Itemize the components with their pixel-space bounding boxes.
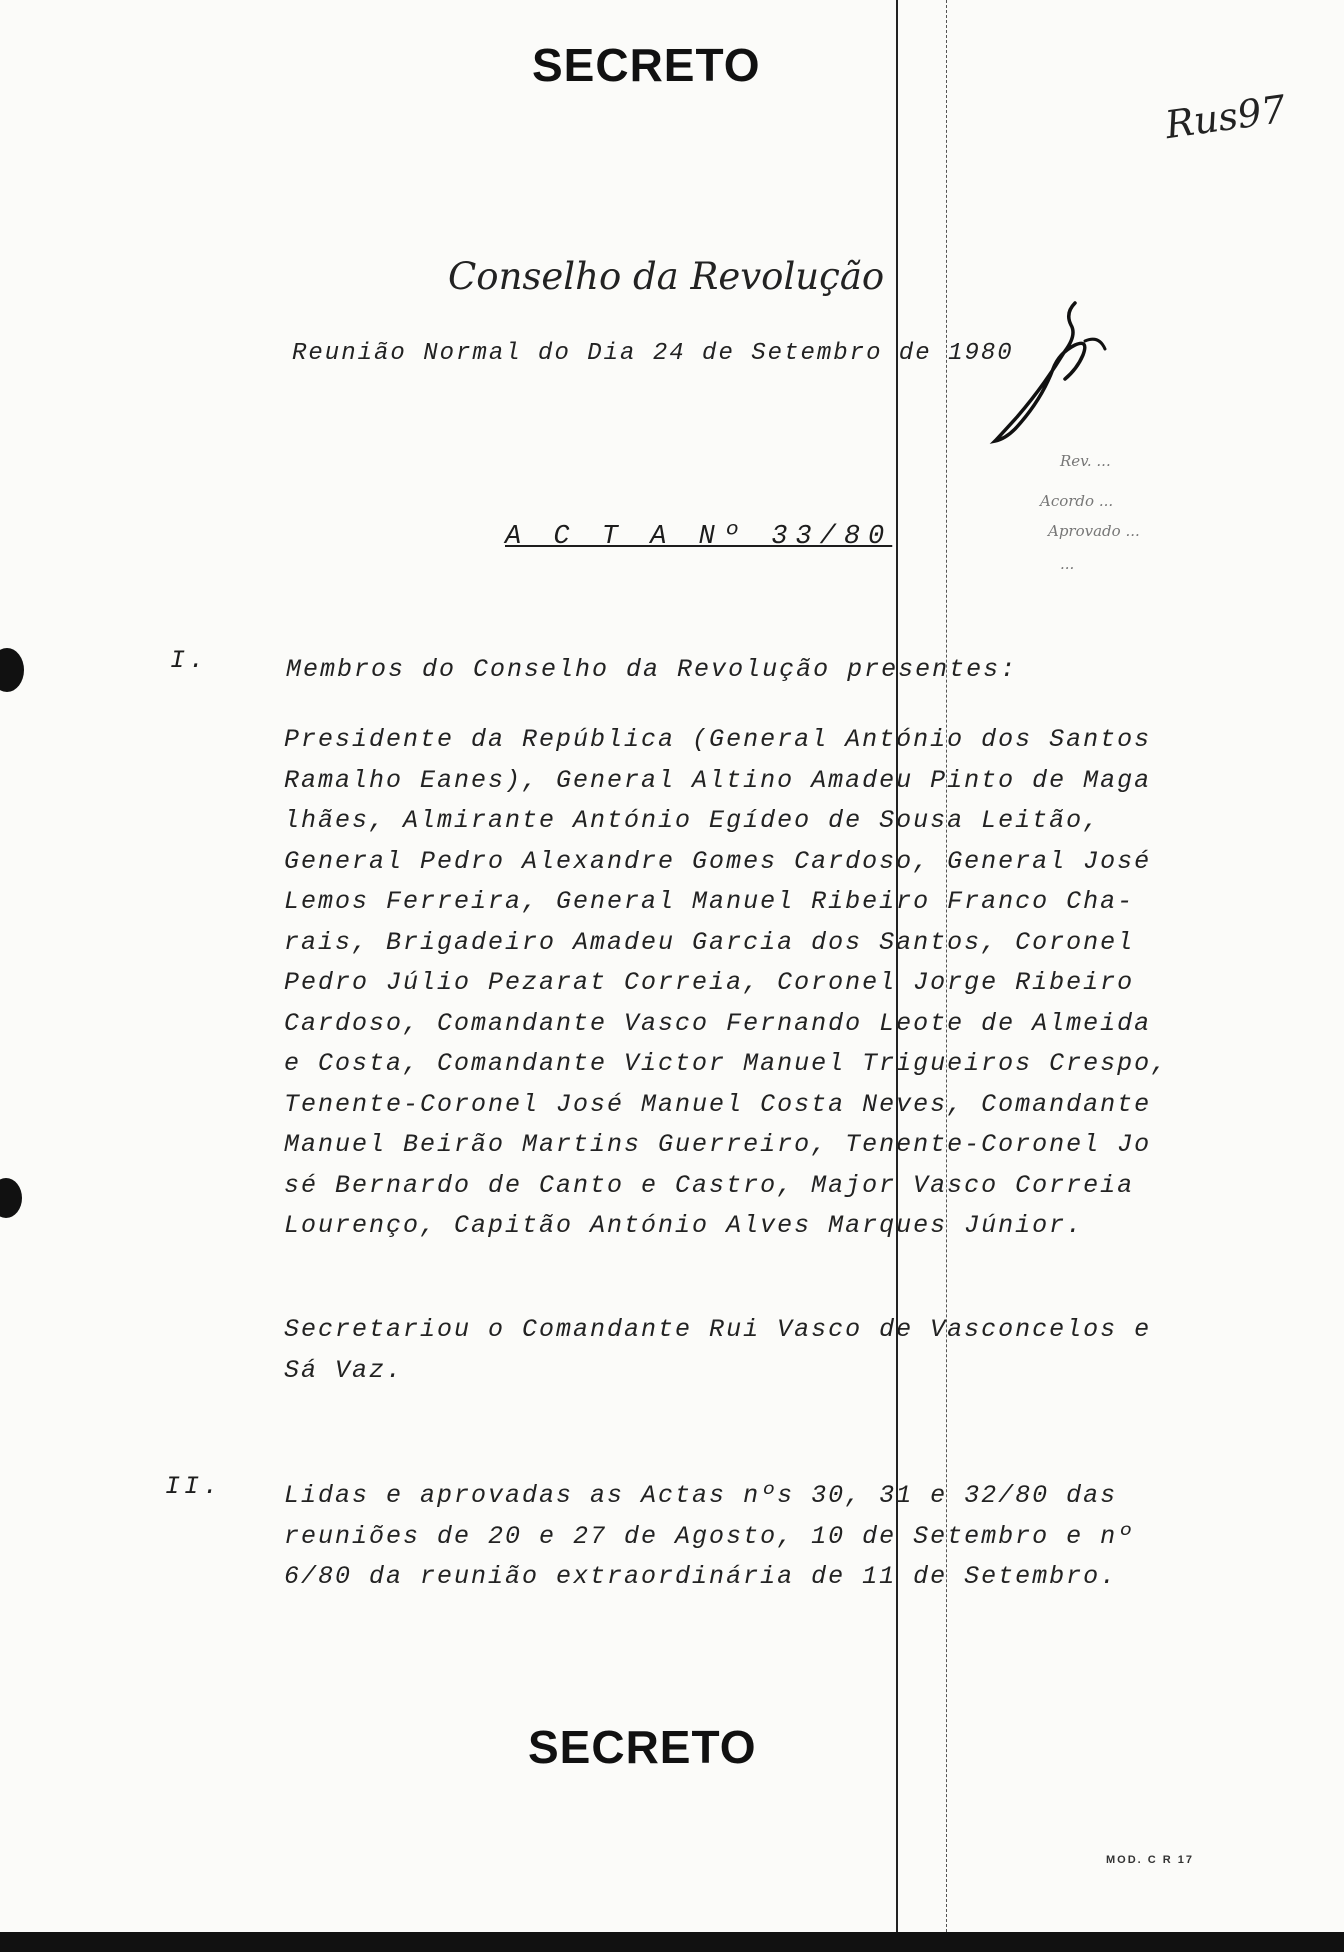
members-line: Lemos Ferreira, General Manuel Ribeiro Franco Cha- xyxy=(284,887,1135,916)
margin-note-line-3: Aprovado ... xyxy=(1048,522,1140,540)
section-1-members xyxy=(284,720,1184,1247)
margin-note-line-2: Acordo ... xyxy=(1040,492,1114,510)
secretary-line: Secretariou o Comandante Rui Vasco de Vasconcelos e xyxy=(284,1315,1152,1344)
members-line: Pedro Júlio Pezarat Correia, Coronel Jorge Ribeiro xyxy=(284,968,1135,997)
punch-hole-bottom xyxy=(0,1178,22,1218)
form-code: MOD. C R 17 xyxy=(1106,1854,1195,1866)
secretary-line: Sá Vaz. xyxy=(284,1355,404,1385)
members-line: sé Bernardo de Canto e Castro, Major Vasco Correia xyxy=(284,1170,1135,1200)
header-classification: SECRETO xyxy=(532,39,761,91)
section-1-secretary xyxy=(284,1310,1184,1391)
members-line: General Pedro Alexandre Gomes Cardoso, General José xyxy=(284,846,1152,876)
members-line: Cardoso, Comandante Vasco Fernando Leote de Almeida xyxy=(284,1008,1152,1038)
members-line: e Costa, Comandante Victor Manuel Trigueiros Crespo, xyxy=(284,1049,1169,1078)
margin-note-line-1: Rev. ... xyxy=(1060,452,1111,470)
section-2-body xyxy=(284,1476,1184,1598)
section-2-line: Lidas e aprovadas as Actas nºs 30, 31 e 32/80 das xyxy=(284,1481,1118,1510)
punch-hole-top xyxy=(0,648,24,692)
section-2-line: 6/80 da reunião extraordinária de 11 de Setembro. xyxy=(284,1562,1118,1591)
acta-title: A C T A Nº 33/80 xyxy=(505,522,893,552)
members-line: Tenente-Coronel José Manuel Costa Neves, Comandante xyxy=(284,1089,1152,1119)
members-line: Manuel Beirão Martins Guerreiro, Tenente-Coronel Jo xyxy=(284,1130,1152,1159)
members-line: Presidente da República (General António dos Santos xyxy=(284,725,1152,754)
council-name: Conselho da Revolução xyxy=(448,255,885,298)
archive-reference: Rus97 xyxy=(1162,86,1289,148)
members-line: Ramalho Eanes), General Altino Amadeu Pinto de Maga xyxy=(284,765,1152,795)
section-2-number: II. xyxy=(165,1472,223,1501)
members-line: rais, Brigadeiro Amadeu Garcia dos Santos, Coronel xyxy=(284,927,1135,957)
scan-bottom-edge xyxy=(0,1932,1344,1952)
meeting-line: Reunião Normal do Dia 24 de Setembro de 1980 xyxy=(292,340,1014,367)
section-1-heading: Membros do Conselho da Revolução presentes: xyxy=(286,655,1018,684)
section-2-line: reuniões de 20 e 27 de Agosto, 10 de Setembro e nº xyxy=(284,1521,1135,1551)
footer-classification: SECRETO xyxy=(528,1721,757,1773)
members-line: lhães, Almirante António Egídeo de Sousa Leitão, xyxy=(284,806,1101,835)
section-1-number: I. xyxy=(170,646,209,675)
signature-mark xyxy=(945,295,1120,450)
members-line: Lourenço, Capitão António Alves Marques Júnior. xyxy=(284,1211,1084,1240)
margin-note-line-4: ... xyxy=(1060,555,1075,573)
